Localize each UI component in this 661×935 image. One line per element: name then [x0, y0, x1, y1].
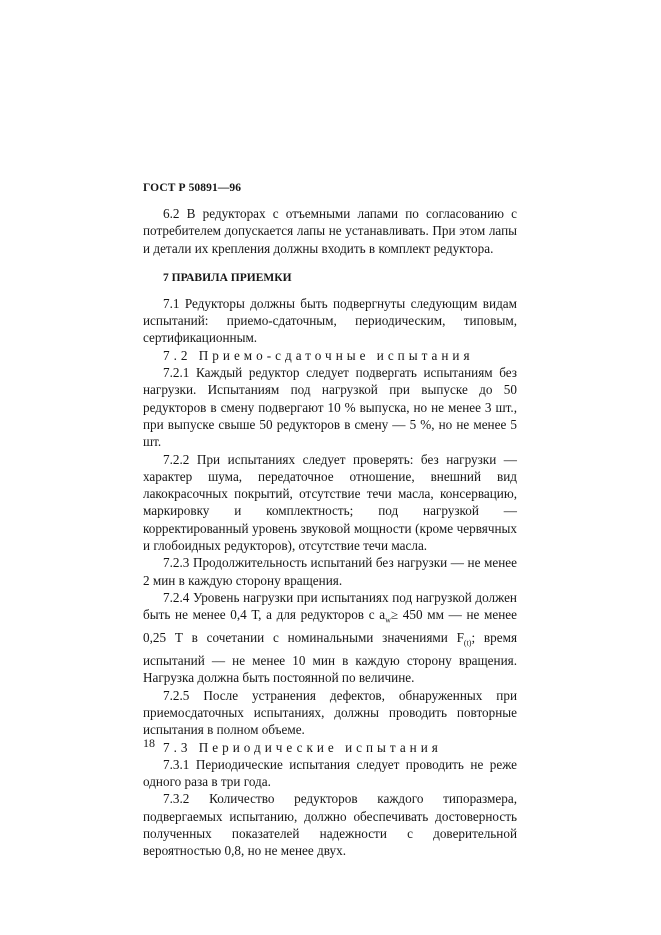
subscript-t: (t): [463, 638, 472, 648]
paragraph-7-2-4-part-a: 7.2.4 Уровень нагрузки при испытаниях под нагрузкой должен быть не менее 0,4 Т, а для редукторов с a: [143, 589, 517, 623]
document-header: ГОСТ Р 50891—96: [143, 182, 242, 194]
paragraph-7-2-1: 7.2.1 Каждый редуктор следует подвергать испытаниям без нагрузки. Испытаниям под нагрузкой при выпуске до 50 редукторов в смену подвергают 10 % выпуска, но не менее 3 шт., при выпуске свыше 50 редукторов в смену — 5 %, но не менее 5 шт.: [143, 365, 517, 450]
paragraph-7-2-5: 7.2.5 После устранения дефектов, обнаруженных при приемосдаточных испытаниях, должны проводить повторные испытания в полном объеме.: [143, 687, 517, 738]
paragraph-7-2-4-part-c: ; время испытаний — не менее 10 мин в каждую сторону вращения. Нагрузка должна быть постоянной по величине.: [143, 630, 518, 686]
page-number: 18: [143, 736, 155, 750]
document-body: [143, 205, 517, 860]
subscript-w: w: [385, 615, 391, 625]
paragraph-7-1: 7.1 Редукторы должны быть подвергнуты следующим видам испытаний: приемо-сдаточным, периодическим, типовым, сертификационным.: [143, 295, 517, 346]
paragraph-7-3-2: 7.3.2 Количество редукторов каждого типоразмера, подвергаемых испытанию, должно обеспечивать достоверность полученных показателей надежности с доверительной вероятностью 0,8, но не менее двух.: [143, 791, 517, 859]
paragraph-7-3-1: 7.3.1 Периодические испытания следует проводить не реже одного раза в три года.: [143, 756, 517, 790]
paragraph-7-2-4: [143, 589, 517, 687]
subsection-title-7-3: 7.3 Периодические испытания: [163, 739, 442, 755]
paragraph-7-2-3: 7.2.3 Продолжительность испытаний без нагрузки — не менее 2 мин в каждую сторону вращения.: [143, 555, 517, 588]
section-title-7: 7 ПРАВИЛА ПРИЕМКИ: [163, 271, 292, 284]
paragraph-6-2: 6.2 В редукторах с отъемными лапами по согласованию с потребителем допускается лапы не устанавливать. При этом лапы и детали их крепления должны входить в комплект редуктора.: [143, 206, 517, 256]
subsection-title-7-2: 7.2 Приемо-сдаточные испытания: [163, 347, 474, 363]
paragraph-7-2-2: 7.2.2 При испытаниях следует проверять: без нагрузки — характер шума, передаточное отношение, внешний вид лакокрасочных покрытий, отсутствие течи масла, консервацию, маркировку и комплектность; под нагрузкой — корректированный уровень звуковой мощности (кроме червячных и глобоидных редукторов), отсутствие течи масла.: [143, 451, 517, 554]
paragraph-7-2-4-part-b: ≥ 450 мм — не менее 0,25 Т в сочетании с номинальными значениями F: [143, 607, 517, 646]
